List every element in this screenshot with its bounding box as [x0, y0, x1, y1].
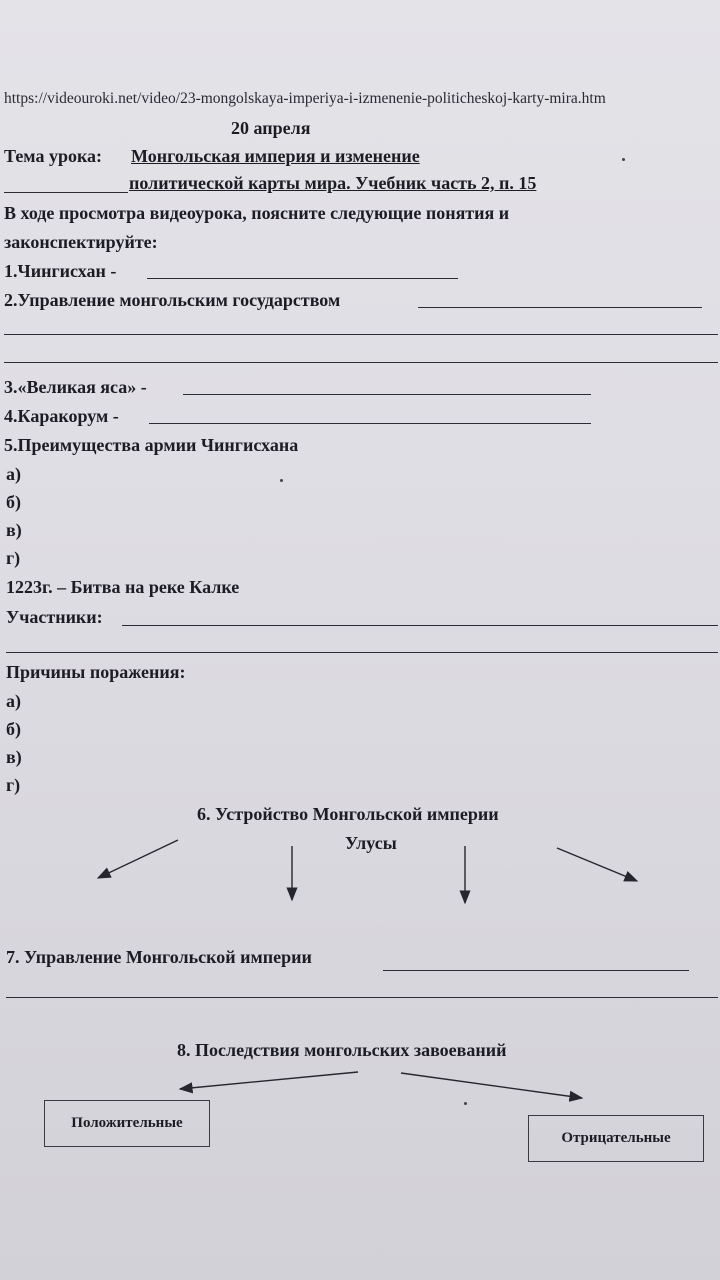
instructions-line-1: В ходе просмотра видеоурока, поясните следующие понятия и — [4, 203, 510, 223]
section-7-line-2 — [6, 997, 718, 998]
reason-letter-a: а) — [6, 691, 21, 711]
participants-label: Участники: — [6, 607, 103, 627]
section-8-title: 8. Последствия монгольских завоеваний — [177, 1040, 507, 1060]
section-6-title: 6. Устройство Монгольской империи — [197, 804, 499, 824]
answer-line-4 — [149, 423, 591, 424]
negative-arrow — [401, 1073, 582, 1098]
ulus-arrow-right — [557, 848, 637, 881]
section-7-title: 7. Управление Монгольской империи — [6, 947, 312, 967]
source-url: https://videouroki.net/video/23-mongolskaya-imperiya-i-izmenenie-politicheskoj-karty-mira.htm — [4, 90, 606, 107]
question-1: 1.Чингисхан - — [4, 261, 117, 281]
topic-underline-lead — [4, 192, 128, 193]
question-2: 2.Управление монгольским государством — [4, 290, 341, 310]
question-4: 4.Каракорум - — [4, 406, 119, 426]
positive-arrow — [180, 1072, 358, 1089]
defeat-reasons-label: Причины поражения: — [6, 662, 186, 682]
battle-title: 1223г. – Битва на реке Калке — [6, 577, 240, 597]
army-letter-g: г) — [6, 548, 21, 568]
participants-line-2 — [6, 652, 718, 653]
positive-box — [44, 1100, 210, 1147]
answer-line-2b — [4, 334, 718, 335]
section-6-subtitle: Улусы — [345, 833, 397, 853]
paper-speck — [464, 1102, 467, 1105]
army-letter-a: а) — [6, 464, 21, 484]
section-7-line — [383, 970, 689, 971]
instructions-line-2: законспектируйте: — [4, 232, 158, 252]
topic-line-2: политической карты мира. Учебник часть 2, п. 15 — [129, 173, 537, 193]
ulus-arrow-left — [98, 840, 178, 878]
question-3: 3.«Великая яса» - — [4, 377, 147, 397]
army-letter-b: б) — [6, 492, 21, 512]
negative-label: Отрицательные — [561, 1130, 671, 1146]
army-letter-v: в) — [6, 520, 22, 540]
reason-letter-b: б) — [6, 719, 21, 739]
lesson-date: 20 апреля — [231, 118, 311, 138]
answer-line-3 — [183, 394, 591, 395]
question-5: 5.Преимущества армии Чингисхана — [4, 435, 299, 455]
positive-label: Положительные — [71, 1115, 183, 1131]
answer-line-2 — [418, 307, 702, 308]
paper-speck — [280, 479, 283, 482]
answer-line-2c — [4, 362, 718, 363]
topic-line-1: Монгольская империя и изменение — [131, 146, 420, 166]
reason-letter-v: в) — [6, 747, 22, 767]
negative-box — [528, 1115, 704, 1162]
answer-line-1 — [147, 278, 458, 279]
paper-speck — [622, 158, 625, 161]
reason-letter-g: г) — [6, 775, 21, 795]
participants-line — [122, 625, 718, 626]
topic-label: Тема урока: — [4, 146, 103, 166]
